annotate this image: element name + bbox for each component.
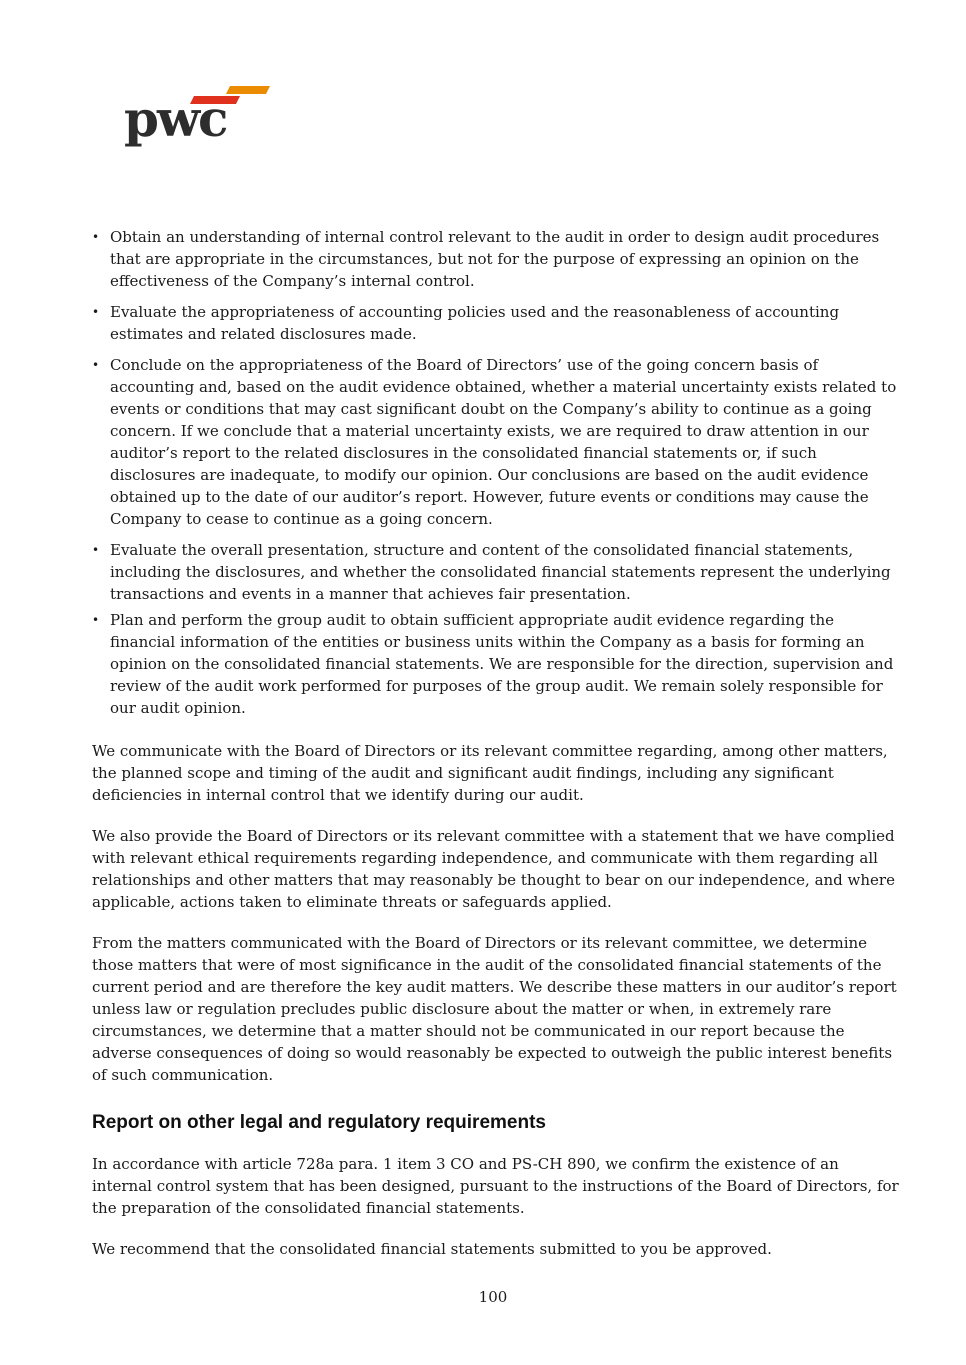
page-number: 100 xyxy=(478,1288,508,1306)
pwc-logo-graphic xyxy=(122,84,272,160)
list-item: • Evaluate the appropriateness of accounting policies used and the reasonableness of accounting estimates and related disclosures made. xyxy=(92,301,900,345)
paragraph-key-audit-matters: From the matters communicated with the Board of Directors or its relevant committee, we determine those matters that were of most significance in the audit of the consolidated financial statements of the current period and are therefore the key audit matters. We describe these matters in our auditor’s report unless law or regulation precludes public disclosure about the matter or when, in extremely rare circumstances, we determine that a matter should not be communicated in our report because the adverse consequences of doing so would reasonably be expected to outweigh the public interest benefits of such communication. xyxy=(92,934,897,1084)
list-item: • Conclude on the appropriateness of the Board of Directors’ use of the going concern basis of accounting and, based on the audit evidence obtained, whether a material uncertainty exists related to events or conditions that may cast significant doubt on the Company’s ability to continue as a going concern. If we conclude that a material uncertainty exists, we are required to draw attention in our auditor’s report to the related disclosures in the consolidated financial statements or, if such disclosures are inadequate, to modify our opinion. Our conclusions are based on the audit evidence obtained up to the date of our auditor’s report. However, future events or conditions may cause the Company to cease to continue as a going concern. xyxy=(92,354,900,530)
section-heading: Report on other legal and regulatory requirements xyxy=(92,1112,546,1133)
list-item: • Evaluate the overall presentation, structure and content of the consolidated financial statements, including the disclosures, and whether the consolidated financial statements represent the underlying transactions and events in a manner that achieves fair presentation. xyxy=(92,539,900,605)
paragraph-independence: We also provide the Board of Directors or its relevant committee with a statement that we have complied with relevant ethical requirements regarding independence, and communicate with them regarding all relationships and other matters that may reasonably be thought to bear on our independence, and where applicable, actions taken to eliminate threats or safeguards applied. xyxy=(92,827,895,911)
list-item: • Plan and perform the group audit to obtain sufficient appropriate audit evidence regarding the financial information of the entities or business units within the Company as a basis for forming an opinion on the consolidated financial statements. We are responsible for the direction, supervision and review of the audit work performed for purposes of the group audit. We remain solely responsible for our audit opinion. xyxy=(92,609,900,719)
report-content xyxy=(92,226,900,1279)
logo-wordmark: pwc xyxy=(124,89,227,148)
auditor-responsibilities-list xyxy=(92,226,900,719)
paragraph-communication: We communicate with the Board of Directors or its relevant committee regarding, among other matters, the planned scope and timing of the audit and significant audit findings, including any significant deficiencies in internal control that we identify during our audit. xyxy=(92,742,888,804)
logo-accent-orange xyxy=(226,86,270,94)
paragraph-internal-control-system: In accordance with article 728a para. 1 item 3 CO and PS-CH 890, we confirm the existence of an internal control system that has been designed, pursuant to the instructions of the Board of Directors, for the preparation of the consolidated financial statements. xyxy=(92,1155,899,1217)
list-item: • Obtain an understanding of internal control relevant to the audit in order to design audit procedures that are appropriate in the circumstances, but not for the purpose of expressing an opinion on the effectiveness of the Company’s internal control. xyxy=(92,226,900,292)
paragraph-recommendation: We recommend that the consolidated financial statements submitted to you be approved. xyxy=(92,1240,772,1258)
pwc-logo xyxy=(122,84,272,160)
